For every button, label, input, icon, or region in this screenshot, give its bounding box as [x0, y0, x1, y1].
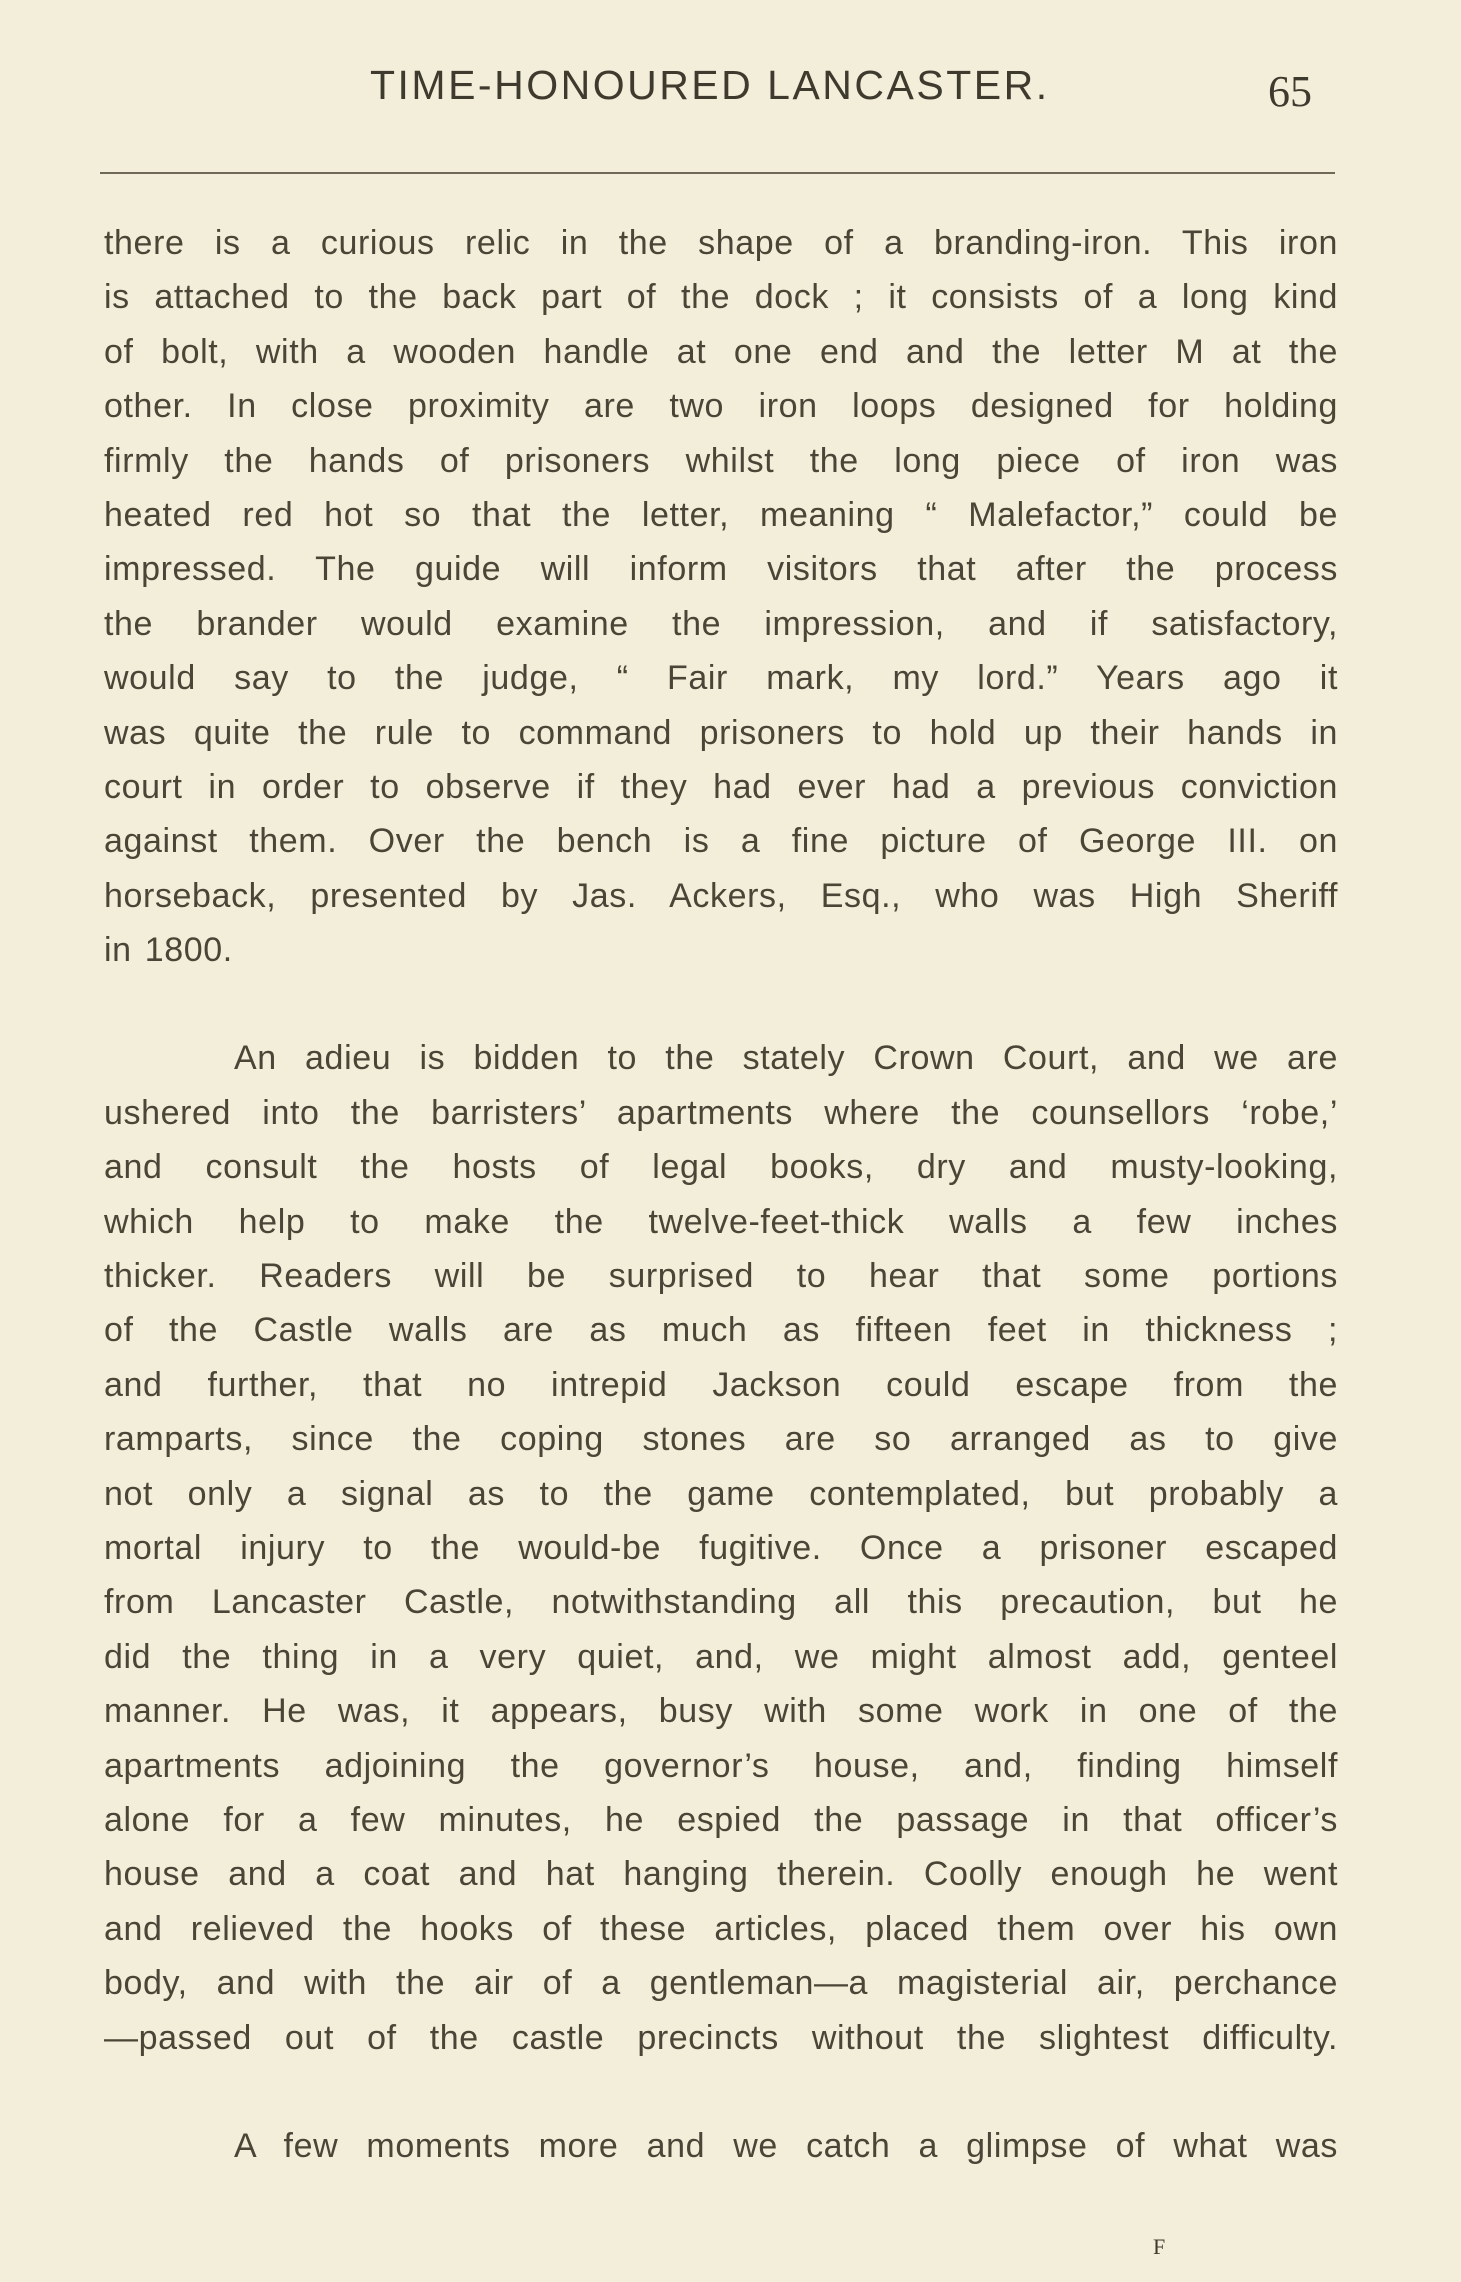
- text-line: in 1800.: [104, 931, 233, 970]
- text-line: from Lancaster Castle, notwithstanding all this precaution, but he: [104, 1583, 1338, 1622]
- text-line: ushered into the barristers’ apartments where the counsellors ‘robe,’: [104, 1093, 1338, 1132]
- text-line: against them. Over the bench is a fine picture of George III. on: [104, 822, 1338, 861]
- text-line: of the Castle walls are as much as fifteen feet in thickness ;: [104, 1311, 1338, 1350]
- text-line: of bolt, with a wooden handle at one end and the letter M at the: [104, 332, 1338, 371]
- text-line: manner. He was, it appears, busy with some work in one of the: [104, 1692, 1338, 1731]
- paragraph-1: [104, 216, 1338, 977]
- text-line: ramparts, since the coping stones are so arranged as to give: [104, 1420, 1338, 1459]
- paragraph-gap: [104, 977, 1338, 1031]
- paragraph-gap: [104, 2065, 1338, 2119]
- header-rule: [100, 172, 1335, 174]
- running-head: [0, 62, 1461, 122]
- text-line: was quite the rule to command prisoners to hold up their hands in: [104, 713, 1338, 752]
- text-line: which help to make the twelve-feet-thick walls a few inches: [104, 1202, 1338, 1241]
- text-line: heated red hot so that the letter, meaning “ Malefactor,” could be: [104, 495, 1338, 534]
- text-line: and relieved the hooks of these articles, placed them over his own: [104, 1909, 1338, 1948]
- text-line: and further, that no intrepid Jackson could escape from the: [104, 1365, 1338, 1404]
- page-number: 65: [1268, 67, 1312, 116]
- text-line: not only a signal as to the game contemplated, but probably a: [104, 1474, 1338, 1513]
- text-line: A few moments more and we catch a glimpse of what was: [234, 2126, 1338, 2165]
- text-line: did the thing in a very quiet, and, we might almost add, genteel: [104, 1637, 1338, 1676]
- text-line: apartments adjoining the governor’s house, and, finding himself: [104, 1746, 1338, 1785]
- running-title: TIME-HONOURED LANCASTER.: [370, 62, 1050, 108]
- paragraph-2: [104, 1031, 1338, 2064]
- body-text: [104, 216, 1338, 2173]
- text-line: firmly the hands of prisoners whilst the long piece of iron was: [104, 441, 1338, 480]
- text-line: is attached to the back part of the dock ; it consists of a long kind: [104, 278, 1338, 317]
- text-line: impressed. The guide will inform visitors that after the process: [104, 550, 1338, 589]
- text-line: there is a curious relic in the shape of a branding-iron. This iron: [104, 224, 1338, 262]
- text-line: would say to the judge, “ Fair mark, my lord.” Years ago it: [104, 659, 1338, 698]
- text-line: mortal injury to the would-be fugitive. Once a prisoner escaped: [104, 1528, 1338, 1567]
- text-line: alone for a few minutes, he espied the passage in that officer’s: [104, 1800, 1338, 1839]
- paragraph-3: [104, 2119, 1338, 2173]
- text-line: body, and with the air of a gentleman—a magisterial air, perchance: [104, 1964, 1338, 2003]
- signature-mark: F: [1153, 2234, 1166, 2259]
- text-line: court in order to observe if they had ever had a previous conviction: [104, 767, 1338, 806]
- text-line: horseback, presented by Jas. Ackers, Esq., who was High Sheriff: [104, 876, 1338, 915]
- text-line: An adieu is bidden to the stately Crown Court, and we are: [234, 1039, 1338, 1078]
- text-line: thicker. Readers will be surprised to hear that some portions: [104, 1257, 1338, 1296]
- text-line: house and a coat and hat hanging therein. Coolly enough he went: [104, 1855, 1338, 1894]
- text-line: other. In close proximity are two iron loops designed for holding: [104, 387, 1338, 426]
- text-line: —passed out of the castle precincts without the slightest difficulty.: [104, 2018, 1338, 2057]
- text-line: and consult the hosts of legal books, dry and musty-looking,: [104, 1148, 1338, 1187]
- text-line: the brander would examine the impression, and if satisfactory,: [104, 604, 1338, 643]
